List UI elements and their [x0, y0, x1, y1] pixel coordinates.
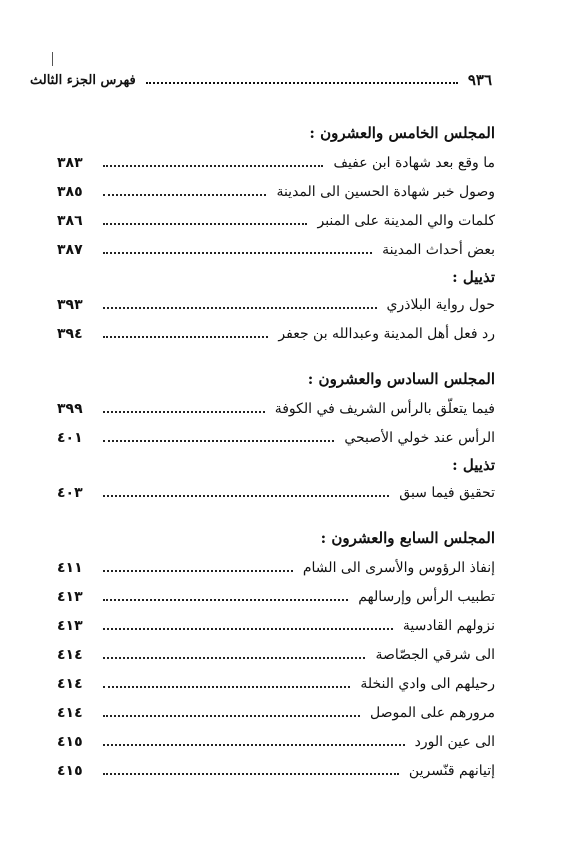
entry-page-number: ٤٠٣	[57, 484, 83, 501]
leader-dots	[103, 194, 266, 196]
entry-title: فيما يتعلّق بالرأس الشريف في الكوفة	[274, 400, 495, 417]
entry-page-number: ٤١٥	[57, 733, 83, 750]
toc-entry	[57, 177, 495, 206]
leader-dots	[103, 744, 405, 746]
appendix-subheading: تذييل :	[452, 268, 495, 286]
entry-page-number: ٤١٤	[57, 646, 83, 663]
page-header	[30, 68, 492, 92]
toc-entry	[57, 727, 495, 756]
toc-entry	[57, 669, 495, 698]
leader-dots	[103, 411, 265, 413]
entry-page-number: ٤١١	[57, 559, 83, 576]
toc-entry	[57, 206, 495, 235]
toc-entry	[57, 235, 495, 264]
entry-title: تطبيب الرأس وإرسالهم	[358, 588, 495, 605]
entry-page-number: ٤٠١	[57, 429, 83, 446]
leader-dots	[103, 657, 365, 659]
margin-mark	[52, 52, 53, 66]
entry-page-number: ٤١٣	[57, 617, 83, 634]
entry-title: حول رواية البلاذري	[386, 296, 495, 313]
entry-title: مرورهم على الموصل	[370, 704, 495, 721]
section-title: المجلس السادس والعشرون :	[307, 370, 495, 388]
section-title: المجلس السابع والعشرون :	[320, 529, 495, 547]
entry-title: الى عين الورد	[414, 733, 495, 750]
entry-page-number: ٤١٤	[57, 675, 83, 692]
entry-title: ما وقع بعد شهادة ابن عفيف	[333, 154, 495, 171]
entry-page-number: ٣٨٥	[57, 183, 83, 200]
leader-dots	[103, 715, 360, 717]
toc-entry	[57, 553, 495, 582]
toc-entry	[57, 148, 495, 177]
leader-dots	[103, 307, 377, 309]
page-number: ٩٣٦	[467, 71, 492, 89]
entry-page-number: ٣٩٣	[57, 296, 83, 313]
leader-dots	[103, 495, 389, 497]
leader-dots	[103, 223, 307, 225]
toc-entry	[57, 319, 495, 348]
entry-title: رد فعل أهل المدينة وعبدالله بن جعفر	[278, 325, 495, 342]
leader-dots	[103, 773, 399, 775]
entry-title: نزولهم القادسية	[402, 617, 495, 634]
leader-dots	[103, 628, 393, 630]
entry-title: إنفاذ الرؤوس والأسرى الى الشام	[302, 559, 495, 576]
entry-page-number: ٣٨٣	[57, 154, 83, 171]
entry-title: إتيانهم قنّسرين	[408, 762, 495, 779]
entry-title: تحقيق فيما سبق	[399, 484, 495, 501]
entry-title: كلمات والي المدينة على المنبر	[317, 212, 495, 229]
leader-dots	[103, 686, 350, 688]
entry-page-number: ٣٨٧	[57, 241, 83, 258]
toc-entry	[57, 423, 495, 452]
leader-dots	[103, 440, 334, 442]
leader-dots	[103, 570, 293, 572]
entry-page-number: ٤١٤	[57, 704, 83, 721]
entry-page-number: ٣٩٤	[57, 325, 83, 342]
entry-title: الى شرقي الجصّاصة	[375, 646, 495, 663]
toc-entry	[57, 394, 495, 423]
toc-entry	[57, 290, 495, 319]
toc-entry	[57, 582, 495, 611]
section-title: المجلس الخامس والعشرون :	[309, 124, 495, 142]
toc-entry	[57, 756, 495, 785]
entry-title: وصول خبر شهادة الحسين الى المدينة	[276, 183, 495, 200]
leader-dots	[103, 165, 323, 167]
toc-entry	[57, 640, 495, 669]
leader-dots	[103, 599, 348, 601]
entry-page-number: ٤١٣	[57, 588, 83, 605]
entry-page-number: ٤١٥	[57, 762, 83, 779]
entry-page-number: ٣٨٦	[57, 212, 83, 229]
header-leader-dots	[146, 82, 458, 84]
leader-dots	[103, 252, 372, 254]
toc-entry	[57, 698, 495, 727]
table-of-contents	[57, 118, 495, 785]
running-title: فهرس الجزء الثالث	[30, 72, 136, 88]
entry-title: رحيلهم الى وادي النخلة	[360, 675, 495, 692]
leader-dots	[103, 336, 268, 338]
appendix-subheading: تذييل :	[452, 456, 495, 474]
entry-title: الرأس عند خولي الأصبحي	[344, 429, 495, 446]
entry-title: بعض أحداث المدينة	[382, 241, 495, 258]
entry-page-number: ٣٩٩	[57, 400, 83, 417]
toc-entry	[57, 478, 495, 507]
toc-entry	[57, 611, 495, 640]
